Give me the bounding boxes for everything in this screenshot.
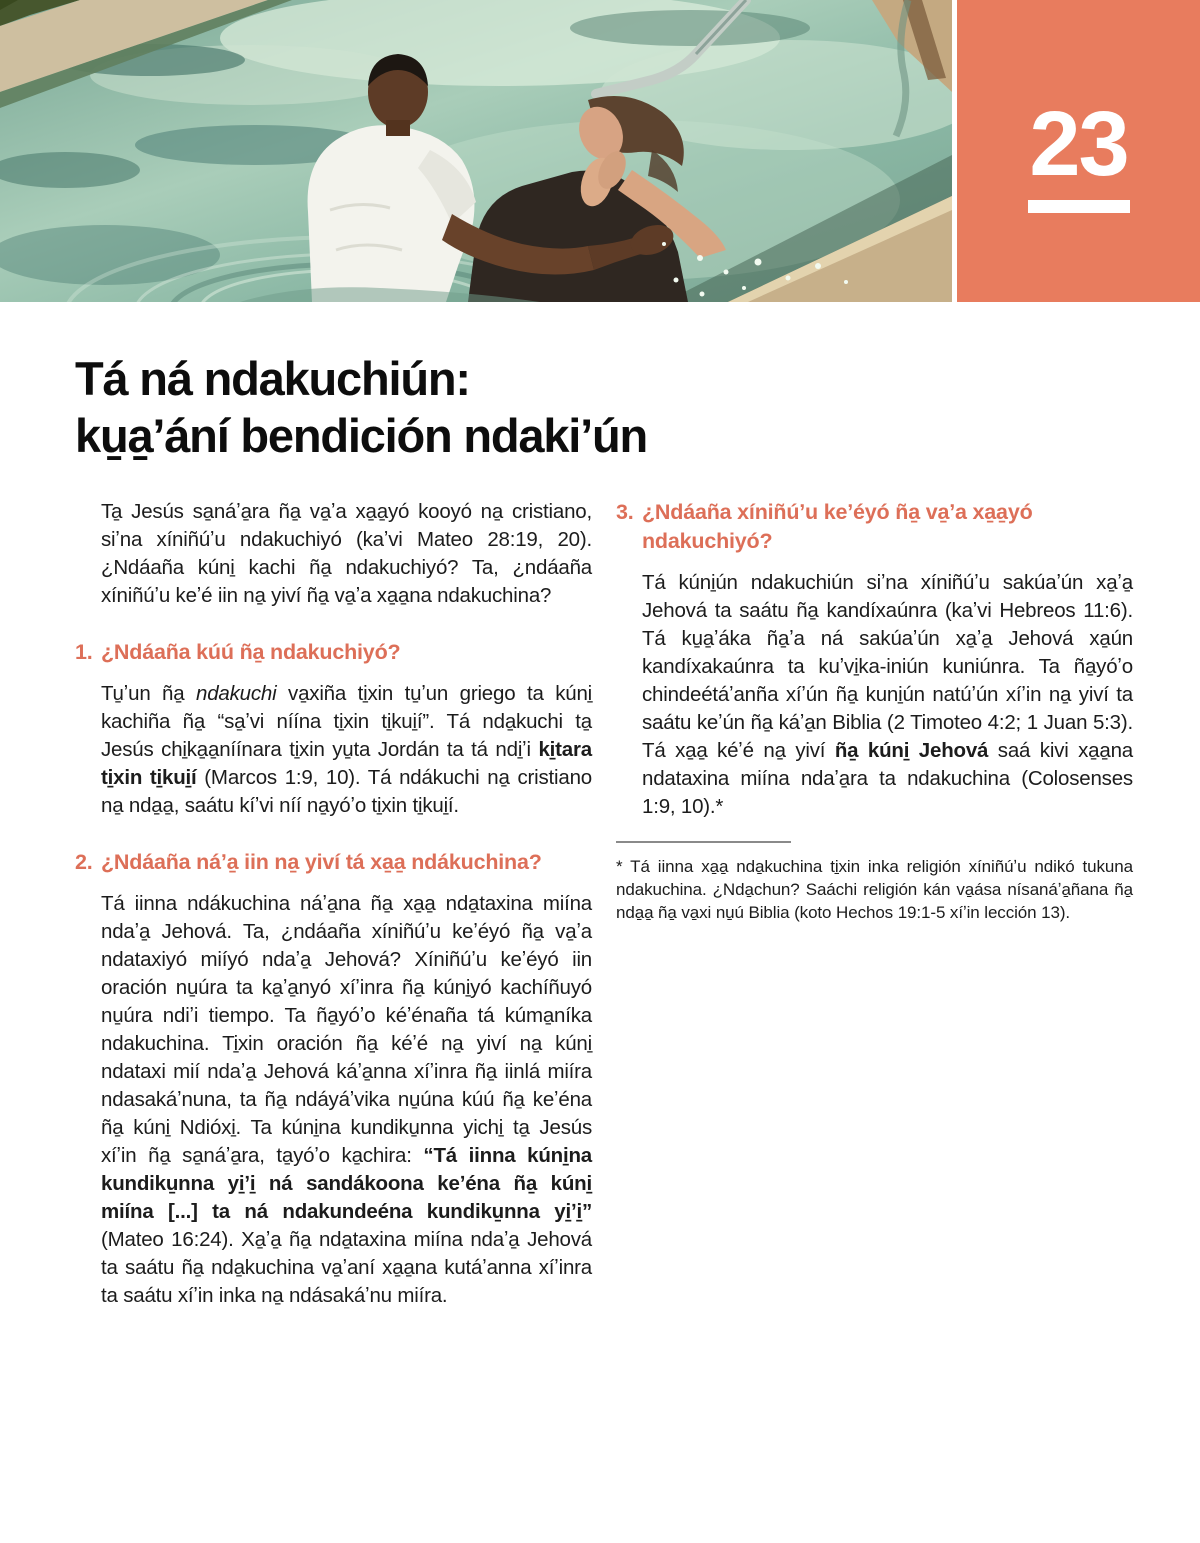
lesson-number: 23 bbox=[1029, 93, 1128, 195]
section-1-heading-text: ¿Ndáaña kúú ña̱ ndakuchiyó? bbox=[101, 640, 401, 664]
section-1-paragraph bbox=[101, 680, 592, 820]
left-column bbox=[75, 498, 592, 1310]
footnote-divider bbox=[616, 841, 791, 843]
text-run-bold: “Tá iinna kúni̱na kundiku̱nna yi̱ʼi̱ ná sandákoona keʼéna ña̱ kúni̱ miína [...] ta ná ndakundeéna kundiku̱nna yi̱ʼi̱” bbox=[101, 1144, 592, 1223]
text-run-bold: ña̱ kúni̱ Jehová bbox=[834, 739, 989, 762]
section-2-heading-text: ¿Ndáaña náʼa̱ iin na̱ yiví tá xa̱a̱ ndákuchina? bbox=[101, 850, 542, 874]
right-column bbox=[616, 498, 1133, 1310]
text-run: Tu̱ʼun ña̱ bbox=[101, 682, 197, 705]
footnote-text: * Tá iinna xa̱a̱ nda̱kuchina ti̱xin inka religión xíniñúʼu ndikó tukuna ndakuchina. ¿Nda̱chun? Saáchi religión kán va̱ása nísanáʼa̱ñana ña̱ nda̱a̱ ña̱ va̱xi nu̱ú Biblia (koto Hechos 19:1-5 xíʼin lección 13). bbox=[616, 857, 1133, 922]
section-3 bbox=[616, 498, 1133, 821]
section-2-heading bbox=[75, 848, 592, 877]
text-run: (Mateo 16:24). Xa̱ʼa̱ ña̱ nda̱taxina miína ndaʼa̱ Jehová ta saátu ña̱ nda̱kuchina va̱ʼaní xa̱a̱na kutáʼanna xíʼinra ta saátu xíʼin inka na̱ ndásakáʼnu miíra. bbox=[101, 1228, 592, 1307]
lesson-number-badge bbox=[957, 0, 1200, 302]
baptism-photo-illustration bbox=[0, 0, 952, 302]
section-3-paragraph bbox=[642, 569, 1133, 821]
section-2-number: 2. bbox=[75, 850, 93, 874]
section-2 bbox=[75, 848, 592, 1310]
page-title-line-2: ku̱a̱ʼání bendición ndakiʼún bbox=[75, 409, 648, 462]
section-1-number: 1. bbox=[75, 640, 93, 664]
section-3-heading bbox=[616, 498, 1133, 556]
text-run: saá kivi xa̱a̱na ndataxina miína ndaʼa̱ra ta ndakuchina (Colosenses 1:9, 10).* bbox=[642, 739, 1133, 818]
page-title-line-1: Tá ná ndakuchiún: bbox=[75, 352, 470, 405]
lesson-number-underline bbox=[1028, 200, 1130, 213]
baptism-photo bbox=[0, 0, 952, 302]
text-run-italic: ndakuchi bbox=[196, 682, 277, 705]
text-run: Tá kúni̱ún ndakuchiún siʼna xíniñúʼu sakúaʼún xa̱ʼa̱ Jehová ta saátu ña̱ kandíxaúnra (kaʼvi Hebreos 11:6). Tá ku̱a̱ʼáka ña̱ʼa ná sakúaʼún xa̱ʼa̱ Jehová xa̱ún kandíxakaúnra ta kuʼvi̱ka-iniún kuniúnra. Ta ña̱yóʼo chindeétáʼanña xíʼún ña̱ kuni̱ún natúʼún xíʼin na̱ yiví ta saátu keʼún ña̱ káʼa̱n Biblia (2 Timoteo 4:2; 1 Juan 5:3). Tá xa̱a̱ kéʼé na̱ yiví bbox=[642, 571, 1133, 762]
text-run: Tá iinna ndákuchina náʼa̱na ña̱ xa̱a̱ nda̱taxina miína ndaʼa̱ Jehová. Ta, ¿ndáaña xíniñúʼu keʼéyó ña̱ va̱ʼa ndataxiyó miíyó ndaʼa̱ Jehová? Xíniñúʼu keʼéyó iin oración nu̱úra ta ka̱ʼa̱nyó xíʼinra ña̱ kúni̱yó kachíñuyó nu̱úra ndiʼi tiempo. Ta ña̱yóʼo kéʼénaña tá kúma̱níka ndakuchina. Ti̱xin oración ña̱ kéʼé na̱ yiví na̱ kúni̱ ndataxi mií ndaʼa̱ Jehová káʼa̱nna xíʼinra ña̱ iinlá miíra ndasakáʼnuna, ta ña̱ ndáyáʼvika nu̱úna kúú ña̱ keʼéna ña̱ kúni̱ Ndióxi̱. Ta kúni̱na kundiku̱nna yichi̱ ta̱ Jesús xíʼin ña̱ sa̱náʼa̱ra, ta̱yóʼo ka̱chira: bbox=[101, 892, 592, 1167]
section-1 bbox=[75, 638, 592, 820]
page-title bbox=[75, 350, 1133, 464]
hero bbox=[0, 0, 1200, 302]
text-run: va̱xiña ti̱xin tu̱ʼun griego ta kúni̱ kachiña ña̱ “sa̱ʼvi níína ti̱xin ti̱kui̱í”. Tá nda̱kuchi ta̱ Jesús chi̱ka̱a̱níínara ti̱xin yu̱ta Jordán ta tá ndi̱ʼi bbox=[101, 682, 592, 761]
section-1-heading bbox=[75, 638, 592, 667]
text-run-bold: ki̱tara ti̱xin ti̱kui̱í bbox=[101, 738, 592, 789]
section-3-number: 3. bbox=[616, 500, 634, 524]
section-3-heading-text: ¿Ndáaña xíniñúʼu keʼéyó ña̱ va̱ʼa xa̱a̱yó ndakuchiyó? bbox=[642, 500, 1033, 553]
text-run: (Marcos 1:9, 10). Tá ndákuchi na̱ cristiano na̱ nda̱a̱, saátu kíʼvi níí na̱yóʼo ti̱xin ti̱kui̱í. bbox=[101, 766, 592, 817]
section-2-paragraph bbox=[101, 890, 592, 1310]
article-columns bbox=[75, 498, 1133, 1310]
intro-paragraph: Ta̱ Jesús sa̱náʼa̱ra ña̱ va̱ʼa xa̱a̱yó kooyó na̱ cristiano, siʼna xíniñúʼu ndakuchiyó (kaʼvi Mateo 28:19, 20). ¿Ndáaña kúni̱ kachi ña̱ ndakuchiyó? Ta, ¿ndáaña xíniñúʼu keʼé iin na̱ yiví ña̱ va̱ʼa xa̱a̱na ndakuchina? bbox=[101, 500, 592, 607]
